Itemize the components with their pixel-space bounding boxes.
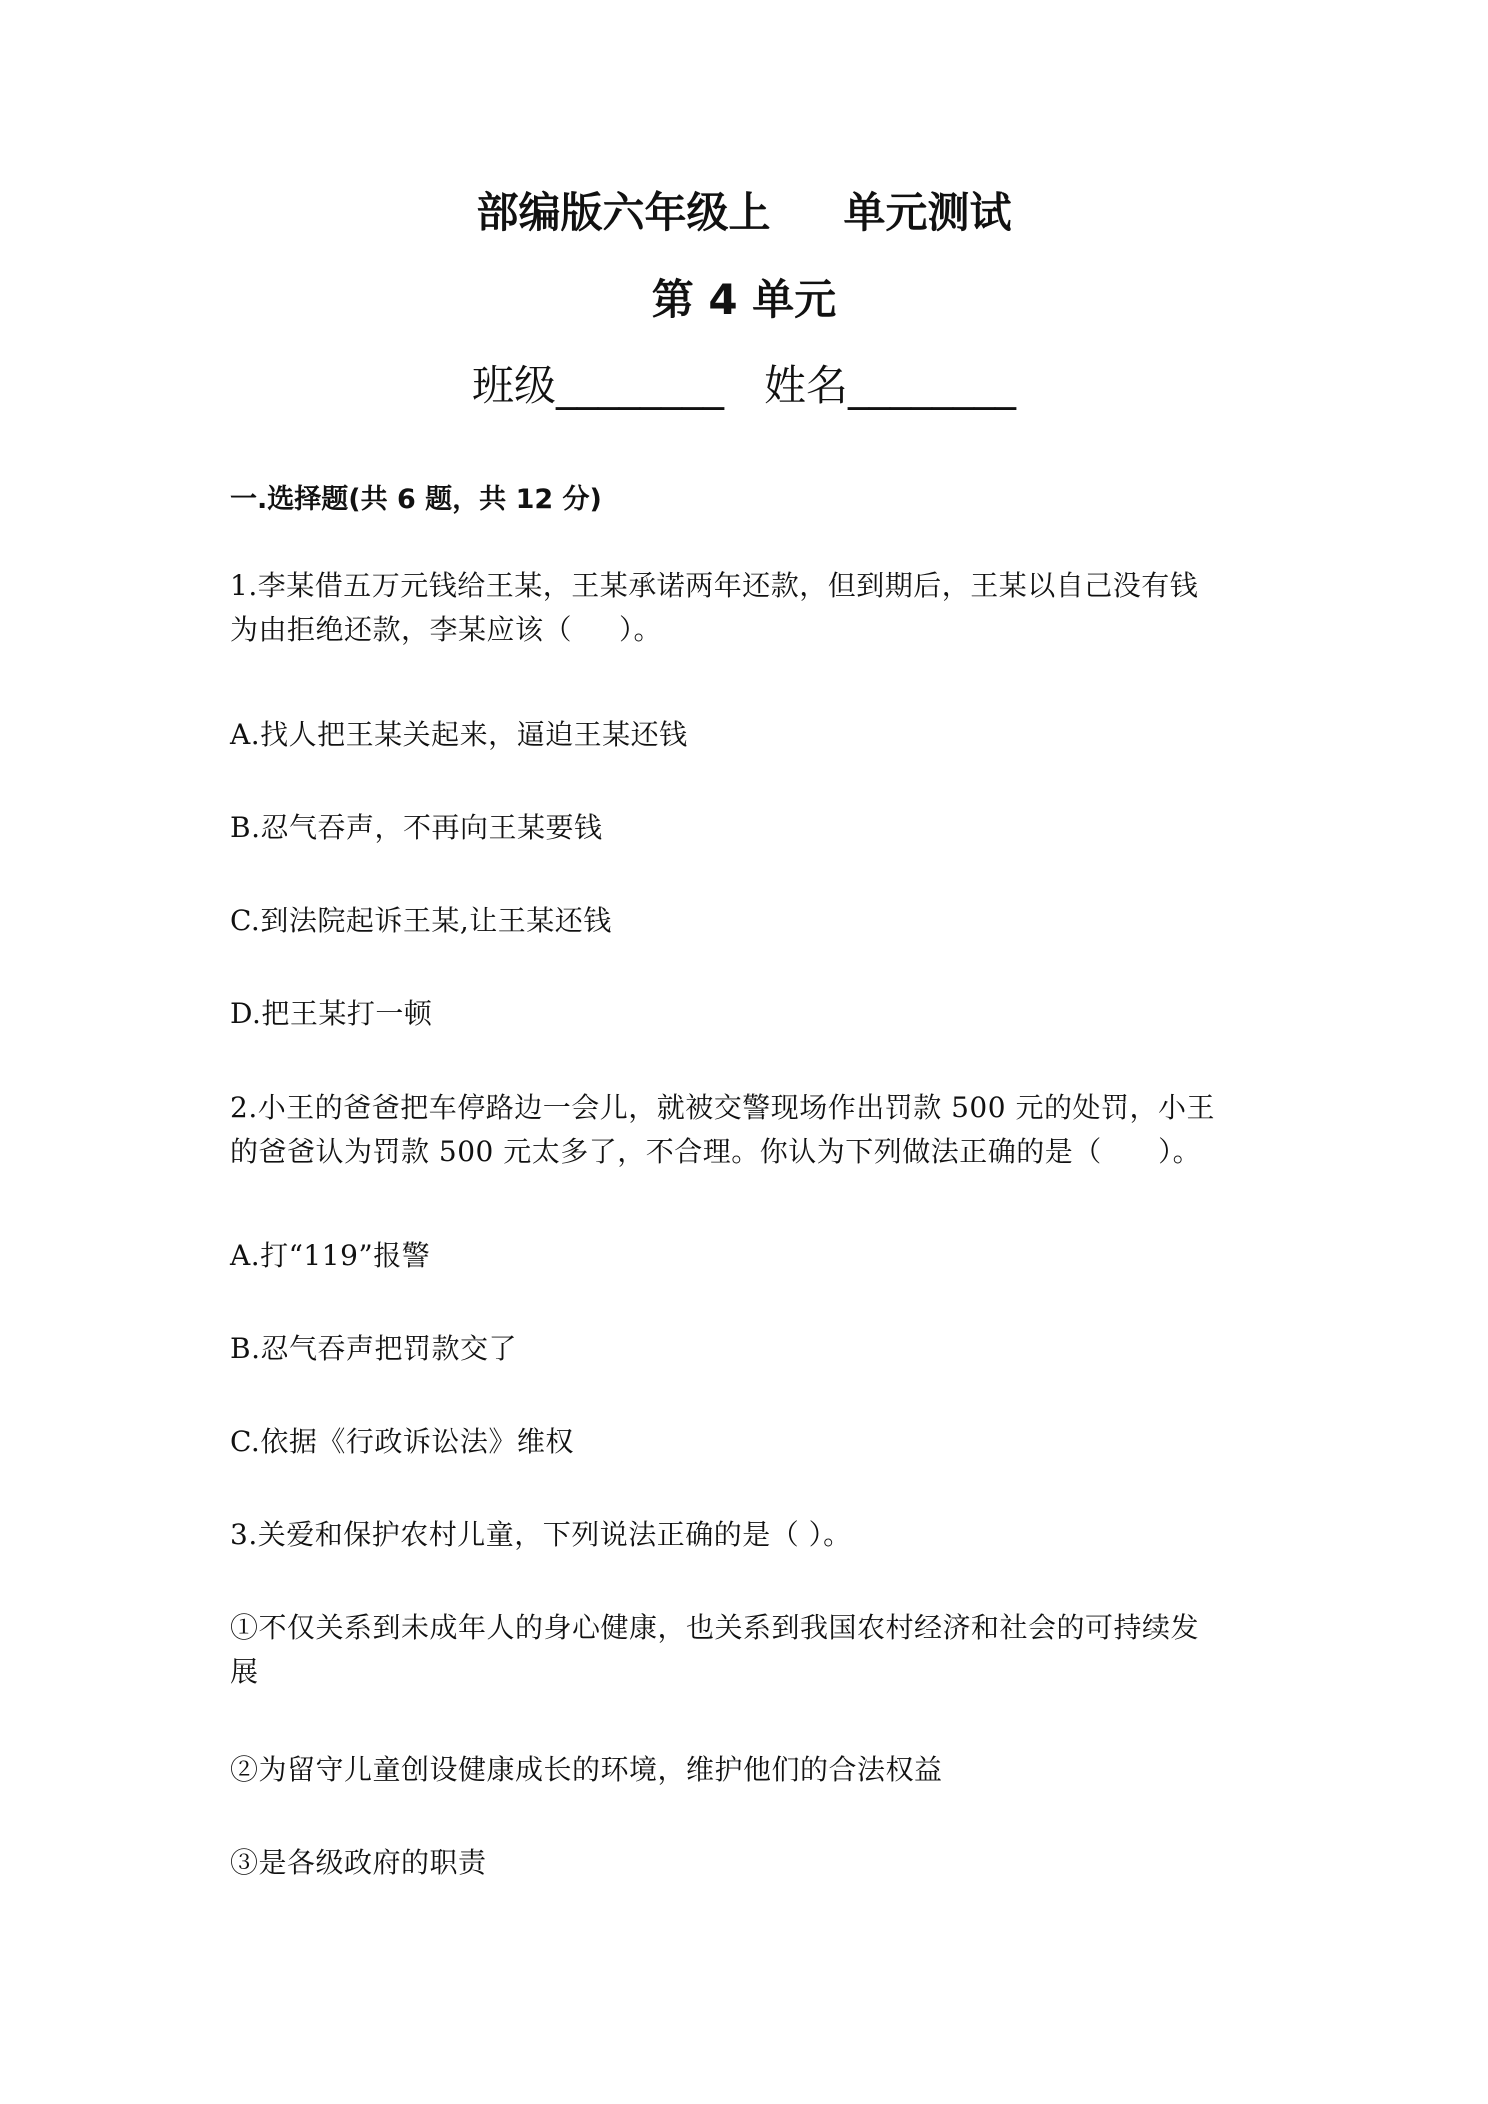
- question-2-option-a: A.打“119”报警: [230, 1239, 431, 1272]
- question-text-line: 1.李某借五万元钱给王某，王某承诺两年还款，但到期后，王某以自己没有钱: [230, 569, 1199, 602]
- statement-text-line: ①不仅关系到未成年人的身心健康，也关系到我国农村经济和社会的可持续发: [230, 1611, 1200, 1644]
- question-2-option-b: B.忍气吞声把罚款交了: [230, 1332, 517, 1365]
- question-3-statement-1: [230, 1606, 1260, 1694]
- question-2-option-c: C.依据《行政诉讼法》维权: [230, 1425, 574, 1458]
- question-1-option-b: B.忍气吞声，不再向王某要钱: [230, 811, 603, 844]
- question-text-line: 的爸爸认为罚款 500 元太多了，不合理。你认为下列做法正确的是（ ）。: [230, 1135, 1202, 1168]
- student-info-line: [0, 356, 1488, 416]
- question-1-option-c: C.到法院起诉王某,让王某还钱: [230, 904, 612, 937]
- question-1-stem: [230, 564, 1260, 652]
- question-1-option-d: D.把王某打一顿: [230, 997, 433, 1030]
- question-text-line: 为由拒绝还款，李某应该（ ）。: [230, 613, 663, 646]
- class-field: 班级________: [471, 361, 724, 410]
- statement-text-line: 展: [230, 1655, 259, 1688]
- question-3-statement-3: ③是各级政府的职责: [230, 1846, 487, 1879]
- question-text-line: 2.小王的爸爸把车停路边一会儿，就被交警现场作出罚款 500 元的处罚，小王: [230, 1091, 1215, 1124]
- question-3-stem: 3.关爱和保护农村儿童，下列说法正确的是（ ）。: [230, 1518, 852, 1551]
- question-2-stem: [230, 1086, 1260, 1174]
- name-field: 姓名________: [764, 361, 1017, 410]
- question-3-statement-2: ②为留守儿童创设健康成长的环境，维护他们的合法权益: [230, 1753, 943, 1786]
- unit-title: 第 4 单元: [651, 275, 837, 324]
- question-1-option-a: A.找人把王某关起来，逼迫王某还钱: [230, 718, 688, 751]
- section-heading: 一.选择题(共 6 题，共 12 分): [230, 484, 602, 515]
- page-title: 部编版六年级上 单元测试: [476, 188, 1012, 237]
